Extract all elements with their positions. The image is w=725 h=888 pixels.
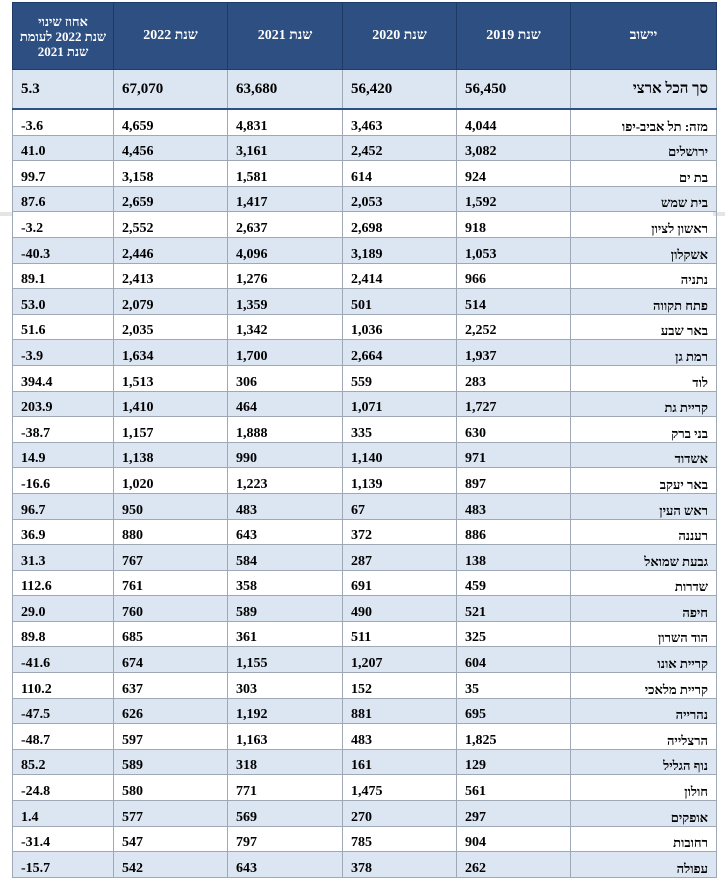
row-y2019: 4,044 — [457, 109, 571, 135]
table-row — [13, 698, 717, 724]
table-row — [13, 749, 717, 775]
table-row — [13, 237, 717, 263]
header-change — [13, 3, 114, 70]
row-change: 96.7 — [13, 493, 114, 519]
row-y2022: 1,138 — [114, 442, 228, 468]
row-change: 99.7 — [13, 161, 114, 187]
row-y2021: 569 — [228, 801, 343, 827]
table-row — [13, 826, 717, 852]
total-2021: 63,680 — [228, 70, 343, 110]
row-y2019: 924 — [457, 161, 571, 187]
row-y2022: 685 — [114, 621, 228, 647]
table-row — [13, 391, 717, 417]
row-settlement: חיפה — [571, 596, 717, 622]
row-y2020: 483 — [343, 724, 457, 750]
row-y2020: 511 — [343, 621, 457, 647]
row-settlement: רעננה — [571, 519, 717, 545]
row-change: 1.4 — [13, 801, 114, 827]
total-2022: 67,070 — [114, 70, 228, 110]
header-2022: שנת 2022 — [114, 3, 228, 70]
row-y2020: 2,664 — [343, 340, 457, 366]
row-y2019: 886 — [457, 519, 571, 545]
row-settlement: שדרות — [571, 570, 717, 596]
row-y2020: 372 — [343, 519, 457, 545]
table-row — [13, 314, 717, 340]
row-y2020: 2,414 — [343, 263, 457, 289]
row-y2020: 1,475 — [343, 775, 457, 801]
row-change: 36.9 — [13, 519, 114, 545]
row-y2022: 637 — [114, 673, 228, 699]
row-settlement: אשדוד — [571, 442, 717, 468]
row-y2019: 1,825 — [457, 724, 571, 750]
row-y2022: 577 — [114, 801, 228, 827]
row-y2022: 597 — [114, 724, 228, 750]
row-y2020: 67 — [343, 493, 457, 519]
row-y2021: 306 — [228, 365, 343, 391]
row-change: 51.6 — [13, 314, 114, 340]
row-y2020: 1,139 — [343, 468, 457, 494]
row-settlement: באר שבע — [571, 314, 717, 340]
table-row — [13, 263, 717, 289]
row-y2021: 1,155 — [228, 647, 343, 673]
row-y2019: 1,592 — [457, 186, 571, 212]
row-y2019: 897 — [457, 468, 571, 494]
row-y2022: 1,634 — [114, 340, 228, 366]
row-change: 15.7- — [13, 852, 114, 878]
row-y2022: 674 — [114, 647, 228, 673]
row-y2019: 514 — [457, 289, 571, 315]
row-settlement: בני ברק — [571, 417, 717, 443]
row-y2021: 1,417 — [228, 186, 343, 212]
table-row — [13, 621, 717, 647]
row-y2022: 2,446 — [114, 237, 228, 263]
table-row — [13, 775, 717, 801]
row-y2019: 297 — [457, 801, 571, 827]
row-y2021: 4,096 — [228, 237, 343, 263]
row-y2021: 1,163 — [228, 724, 343, 750]
row-y2021: 643 — [228, 852, 343, 878]
row-y2020: 378 — [343, 852, 457, 878]
row-settlement: נתניה — [571, 263, 717, 289]
row-y2020: 2,053 — [343, 186, 457, 212]
row-settlement: הרצלייה — [571, 724, 717, 750]
row-settlement: ראשון לציון — [571, 212, 717, 238]
row-y2021: 303 — [228, 673, 343, 699]
row-y2021: 2,637 — [228, 212, 343, 238]
row-y2020: 3,189 — [343, 237, 457, 263]
row-y2021: 1,581 — [228, 161, 343, 187]
row-change: 203.9 — [13, 391, 114, 417]
row-y2020: 1,071 — [343, 391, 457, 417]
row-y2020: 691 — [343, 570, 457, 596]
header-2020: שנת 2020 — [343, 3, 457, 70]
row-change: 24.8- — [13, 775, 114, 801]
row-y2022: 760 — [114, 596, 228, 622]
row-y2020: 559 — [343, 365, 457, 391]
row-y2022: 4,456 — [114, 135, 228, 161]
row-y2022: 2,552 — [114, 212, 228, 238]
row-y2020: 1,207 — [343, 647, 457, 673]
row-change: 40.3- — [13, 237, 114, 263]
table-row — [13, 545, 717, 571]
row-y2022: 2,413 — [114, 263, 228, 289]
row-settlement: פתח תקווה — [571, 289, 717, 315]
row-settlement: באר יעקב — [571, 468, 717, 494]
row-y2019: 35 — [457, 673, 571, 699]
row-settlement: קריית מלאכי — [571, 673, 717, 699]
table-row — [13, 724, 717, 750]
row-y2022: 547 — [114, 826, 228, 852]
row-y2019: 904 — [457, 826, 571, 852]
header-2021: שנת 2021 — [228, 3, 343, 70]
table-row — [13, 519, 717, 545]
row-change: 29.0 — [13, 596, 114, 622]
row-settlement: לוד — [571, 365, 717, 391]
row-y2022: 761 — [114, 570, 228, 596]
row-y2022: 2,659 — [114, 186, 228, 212]
table-row — [13, 417, 717, 443]
row-y2021: 3,161 — [228, 135, 343, 161]
row-change: 41.0 — [13, 135, 114, 161]
row-y2021: 1,276 — [228, 263, 343, 289]
row-y2020: 1,036 — [343, 314, 457, 340]
row-y2021: 1,700 — [228, 340, 343, 366]
row-y2020: 2,452 — [343, 135, 457, 161]
row-y2021: 584 — [228, 545, 343, 571]
row-y2020: 161 — [343, 749, 457, 775]
header-change-line1: אחוז שינוי — [38, 13, 88, 29]
row-settlement: רחובות — [571, 826, 717, 852]
row-y2022: 3,158 — [114, 161, 228, 187]
total-2019: 56,450 — [457, 70, 571, 110]
row-y2022: 1,513 — [114, 365, 228, 391]
row-settlement: הוד השרון — [571, 621, 717, 647]
row-settlement: רמת גן — [571, 340, 717, 366]
table-row — [13, 161, 717, 187]
header-2019: שנת 2019 — [457, 3, 571, 70]
row-change: 89.1 — [13, 263, 114, 289]
row-y2019: 604 — [457, 647, 571, 673]
header-change-line2: שנת 2022 לעומת — [19, 28, 107, 44]
row-y2020: 1,140 — [343, 442, 457, 468]
total-name: סך הכל ארצי — [571, 70, 717, 110]
row-y2020: 152 — [343, 673, 457, 699]
row-y2021: 1,342 — [228, 314, 343, 340]
row-change: 31.4- — [13, 826, 114, 852]
row-y2021: 643 — [228, 519, 343, 545]
row-settlement: אשקלון — [571, 237, 717, 263]
row-change: 16.6- — [13, 468, 114, 494]
row-y2020: 490 — [343, 596, 457, 622]
row-settlement: נוף הגליל — [571, 749, 717, 775]
row-y2021: 1,359 — [228, 289, 343, 315]
row-settlement: קריית אונו — [571, 647, 717, 673]
row-y2021: 318 — [228, 749, 343, 775]
row-change: 112.6 — [13, 570, 114, 596]
row-y2019: 1,937 — [457, 340, 571, 366]
row-y2019: 3,082 — [457, 135, 571, 161]
row-settlement: נהרייה — [571, 698, 717, 724]
table-row — [13, 442, 717, 468]
row-y2019: 483 — [457, 493, 571, 519]
table-row — [13, 340, 717, 366]
table-row — [13, 596, 717, 622]
row-change: 31.3 — [13, 545, 114, 571]
row-y2022: 589 — [114, 749, 228, 775]
total-2020: 56,420 — [343, 70, 457, 110]
row-y2019: 138 — [457, 545, 571, 571]
row-y2022: 626 — [114, 698, 228, 724]
table-row — [13, 801, 717, 827]
row-y2022: 767 — [114, 545, 228, 571]
table-row — [13, 212, 717, 238]
row-y2019: 1,053 — [457, 237, 571, 263]
row-change: 110.2 — [13, 673, 114, 699]
header-change-line3: שנת 2021 — [37, 43, 89, 59]
row-y2021: 483 — [228, 493, 343, 519]
row-change: 48.7- — [13, 724, 114, 750]
row-y2021: 1,192 — [228, 698, 343, 724]
row-y2019: 283 — [457, 365, 571, 391]
row-y2019: 2,252 — [457, 314, 571, 340]
row-y2021: 589 — [228, 596, 343, 622]
row-y2019: 971 — [457, 442, 571, 468]
row-y2020: 335 — [343, 417, 457, 443]
row-change: 53.0 — [13, 289, 114, 315]
table-row — [13, 570, 717, 596]
table-row — [13, 109, 717, 135]
row-settlement: מזה: תל אביב-יפו — [571, 109, 717, 135]
total-row — [13, 70, 717, 110]
row-y2020: 785 — [343, 826, 457, 852]
row-y2022: 1,020 — [114, 468, 228, 494]
row-y2022: 880 — [114, 519, 228, 545]
row-y2021: 464 — [228, 391, 343, 417]
row-change: 47.5- — [13, 698, 114, 724]
row-y2022: 4,659 — [114, 109, 228, 135]
row-y2022: 542 — [114, 852, 228, 878]
table-row — [13, 186, 717, 212]
row-y2019: 129 — [457, 749, 571, 775]
row-change: 394.4 — [13, 365, 114, 391]
row-y2019: 918 — [457, 212, 571, 238]
table-row — [13, 365, 717, 391]
header-settlement: יישוב — [571, 3, 717, 70]
row-y2021: 361 — [228, 621, 343, 647]
table-row — [13, 493, 717, 519]
row-y2020: 501 — [343, 289, 457, 315]
row-y2021: 1,888 — [228, 417, 343, 443]
row-change: 85.2 — [13, 749, 114, 775]
row-y2020: 614 — [343, 161, 457, 187]
row-y2019: 561 — [457, 775, 571, 801]
row-y2020: 881 — [343, 698, 457, 724]
row-change: 89.8 — [13, 621, 114, 647]
row-y2019: 459 — [457, 570, 571, 596]
row-y2019: 695 — [457, 698, 571, 724]
row-settlement: חולון — [571, 775, 717, 801]
row-y2020: 2,698 — [343, 212, 457, 238]
table-row — [13, 647, 717, 673]
row-y2022: 1,410 — [114, 391, 228, 417]
table-row — [13, 289, 717, 315]
row-settlement: גבעת שמואל — [571, 545, 717, 571]
table-row — [13, 468, 717, 494]
row-y2019: 630 — [457, 417, 571, 443]
left-edge-marker — [0, 212, 12, 216]
row-settlement: בת ים — [571, 161, 717, 187]
row-settlement: בית שמש — [571, 186, 717, 212]
row-y2022: 2,079 — [114, 289, 228, 315]
row-change: 87.6 — [13, 186, 114, 212]
row-settlement: קריית גת — [571, 391, 717, 417]
row-y2019: 1,727 — [457, 391, 571, 417]
table-row — [13, 135, 717, 161]
row-y2019: 521 — [457, 596, 571, 622]
row-change: 3.2- — [13, 212, 114, 238]
row-settlement: ירושלים — [571, 135, 717, 161]
row-change: 3.9- — [13, 340, 114, 366]
row-y2020: 270 — [343, 801, 457, 827]
row-y2019: 325 — [457, 621, 571, 647]
row-y2021: 1,223 — [228, 468, 343, 494]
row-y2021: 797 — [228, 826, 343, 852]
row-y2019: 262 — [457, 852, 571, 878]
row-y2021: 4,831 — [228, 109, 343, 135]
row-settlement: אופקים — [571, 801, 717, 827]
row-y2020: 3,463 — [343, 109, 457, 135]
header-row — [13, 3, 717, 70]
construction-table — [12, 2, 717, 878]
row-settlement: ראש העין — [571, 493, 717, 519]
row-y2019: 966 — [457, 263, 571, 289]
row-change: 3.6- — [13, 109, 114, 135]
row-change: 41.6- — [13, 647, 114, 673]
row-y2021: 771 — [228, 775, 343, 801]
row-y2020: 287 — [343, 545, 457, 571]
row-change: 14.9 — [13, 442, 114, 468]
row-change: 38.7- — [13, 417, 114, 443]
row-settlement: עפולה — [571, 852, 717, 878]
table-row — [13, 852, 717, 878]
row-y2022: 580 — [114, 775, 228, 801]
total-change: 5.3 — [13, 70, 114, 110]
row-y2022: 1,157 — [114, 417, 228, 443]
row-y2021: 358 — [228, 570, 343, 596]
row-y2021: 990 — [228, 442, 343, 468]
row-y2022: 950 — [114, 493, 228, 519]
row-y2022: 2,035 — [114, 314, 228, 340]
table-row — [13, 673, 717, 699]
